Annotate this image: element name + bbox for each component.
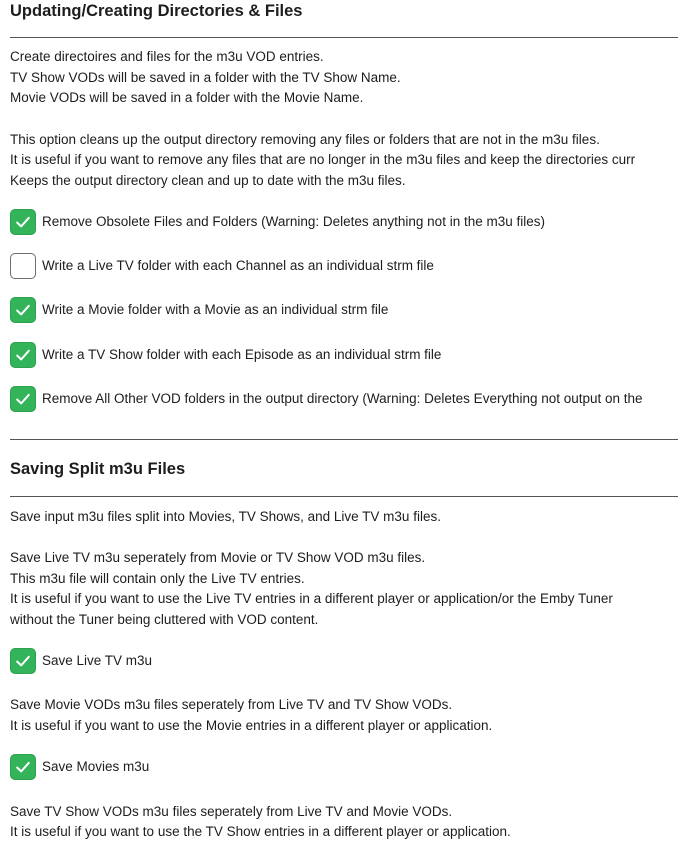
option-write-movie[interactable] [10, 297, 388, 323]
description-line: Save Live TV m3u seperately from Movie or TV Show VOD m3u files. [10, 550, 426, 565]
description-line: Keeps the output directory clean and up to date with the m3u files. [10, 173, 406, 188]
checkmark-icon [14, 652, 32, 670]
checkmark-icon [14, 390, 32, 408]
section-divider [10, 439, 678, 440]
description-line: Movie VODs will be saved in a folder with the Movie Name. [10, 90, 364, 105]
checkmark-icon [14, 301, 32, 319]
option-remove-other-vod[interactable] [10, 386, 643, 412]
option-label: Write a Live TV folder with each Channel as an individual strm file [42, 258, 434, 273]
option-remove-obsolete[interactable] [10, 209, 545, 235]
description-line: without the Tuner being cluttered with VOD content. [10, 612, 319, 627]
description-line: It is useful if you want to remove any files that are no longer in the m3u files and keep the directories curr [10, 152, 636, 167]
description-line: This option cleans up the output directory removing any files or folders that are not in the m3u files. [10, 132, 600, 147]
option-label: Write a Movie folder with a Movie as an individual strm file [42, 302, 389, 317]
checkbox-write-live-tv[interactable] [10, 253, 36, 279]
description-line: TV Show VODs will be saved in a folder with the TV Show Name. [10, 70, 401, 85]
checkmark-icon [14, 346, 32, 364]
section-divider [10, 496, 678, 497]
checkbox-save-movies[interactable] [10, 754, 36, 780]
description-line: Save Movie VODs m3u files seperately from Live TV and TV Show VODs. [10, 697, 453, 712]
option-write-tv-show[interactable] [10, 342, 441, 368]
checkbox-write-tv-show[interactable] [10, 342, 36, 368]
description-line: It is useful if you want to use the Live TV entries in a different player or application/or the Emby Tuner [10, 591, 613, 606]
option-label: Remove Obsolete Files and Folders (Warning: Deletes anything not in the m3u files) [42, 214, 545, 229]
checkmark-icon [14, 213, 32, 231]
option-save-movies[interactable] [10, 754, 149, 780]
option-save-live-tv[interactable] [10, 648, 152, 674]
description-line: Save input m3u files split into Movies, TV Shows, and Live TV m3u files. [10, 509, 441, 524]
section-divider [10, 37, 678, 38]
description-line: It is useful if you want to use the Movie entries in a different player or application. [10, 718, 493, 733]
checkbox-remove-other-vod[interactable] [10, 386, 36, 412]
checkmark-icon [14, 758, 32, 776]
checkbox-save-live-tv[interactable] [10, 648, 36, 674]
description-line: Create directoires and files for the m3u VOD entries. [10, 49, 324, 64]
section-title-split-m3u: Saving Split m3u Files [10, 460, 186, 478]
option-label: Write a TV Show folder with each Episode as an individual strm file [42, 347, 442, 362]
section-title-directories: Updating/Creating Directories & Files [10, 2, 303, 20]
option-label: Save Live TV m3u [42, 653, 153, 668]
checkbox-write-movie[interactable] [10, 297, 36, 323]
checkbox-remove-obsolete[interactable] [10, 209, 36, 235]
description-line: This m3u file will contain only the Live TV entries. [10, 571, 305, 586]
option-label: Save Movies m3u [42, 759, 150, 774]
description-line: Save TV Show VODs m3u files seperately from Live TV and Movie VODs. [10, 804, 453, 819]
option-write-live-tv[interactable] [10, 253, 434, 279]
option-label: Remove All Other VOD folders in the output directory (Warning: Deletes Everything not output on the [42, 391, 643, 406]
description-line: It is useful if you want to use the TV Show entries in a different player or application. [10, 824, 511, 839]
